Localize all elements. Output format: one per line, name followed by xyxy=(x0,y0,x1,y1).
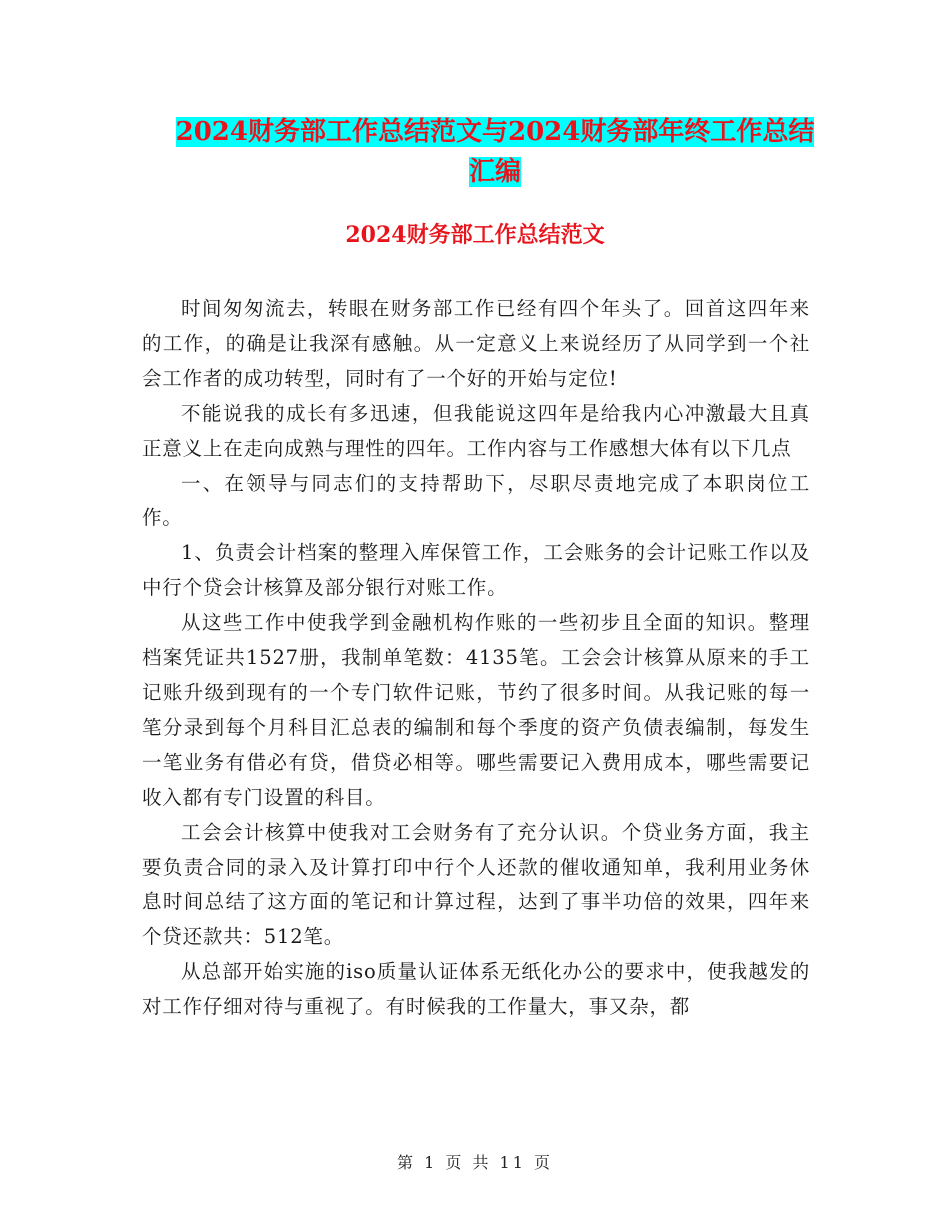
document-title-line2: 汇编 xyxy=(468,157,521,187)
paragraph: 工会会计核算中使我对工会财务有了充分认识。个贷业务方面，我主要负责合同的录入及计算打印中行个人还款的催收通知单，我利用业务休息时间总结了这方面的笔记和计算过程，达到了事半功倍的效果，四年来个贷还款共：512笔。 xyxy=(142,820,810,949)
paragraph: 时间匆匆流去，转眼在财务部工作已经有四个年头了。回首这四年来的工作，的确是让我深有感触。从一定意义上来说经历了从同学到一个社会工作者的成功转型，同时有了一个好的开始与定位! xyxy=(142,297,810,390)
paragraph: 不能说我的成长有多迅速，但我能说这四年是给我内心冲激最大且真正意义上在走向成熟与理性的四年。工作内容与工作感想大体有以下几点 xyxy=(142,401,810,460)
paragraph: 从总部开始实施的iso质量认证体系无纸化办公的要求中，使我越发的对工作仔细对待与重视了。有时候我的工作量大，事又杂，都 xyxy=(142,960,810,1019)
document-body xyxy=(142,292,810,1025)
document-title xyxy=(140,112,850,192)
paragraph: 从这些工作中使我学到金融机构作账的一些初步且全面的知识。整理档案凭证共1527册，我制单笔数：4135笔。工会会计核算从原来的手工记账升级到现有的一个专门软件记账，节约了很多时间。从我记账的每一笔分录到每个月科目汇总表的编制和每个季度的资产负债表编制，每发生一笔业务有借必有贷，借贷必相等。哪些需要记入费用成本，哪些需要记收入都有专门设置的科目。 xyxy=(142,611,810,809)
paragraph: 一、在领导与同志们的支持帮助下，尽职尽责地完成了本职岗位工作。 xyxy=(142,471,810,530)
document-title-line1: 2024财务部工作总结范文与2024财务部年终工作总结 xyxy=(175,117,815,147)
page-number-footer: 第 1 页 共 11 页 xyxy=(397,1153,553,1172)
paragraph: 1、负责会计档案的整理入库保管工作，工会账务的会计记账工作以及中行个贷会计核算及部分银行对账工作。 xyxy=(142,541,810,600)
section-title: 2024财务部工作总结范文 xyxy=(345,222,605,248)
